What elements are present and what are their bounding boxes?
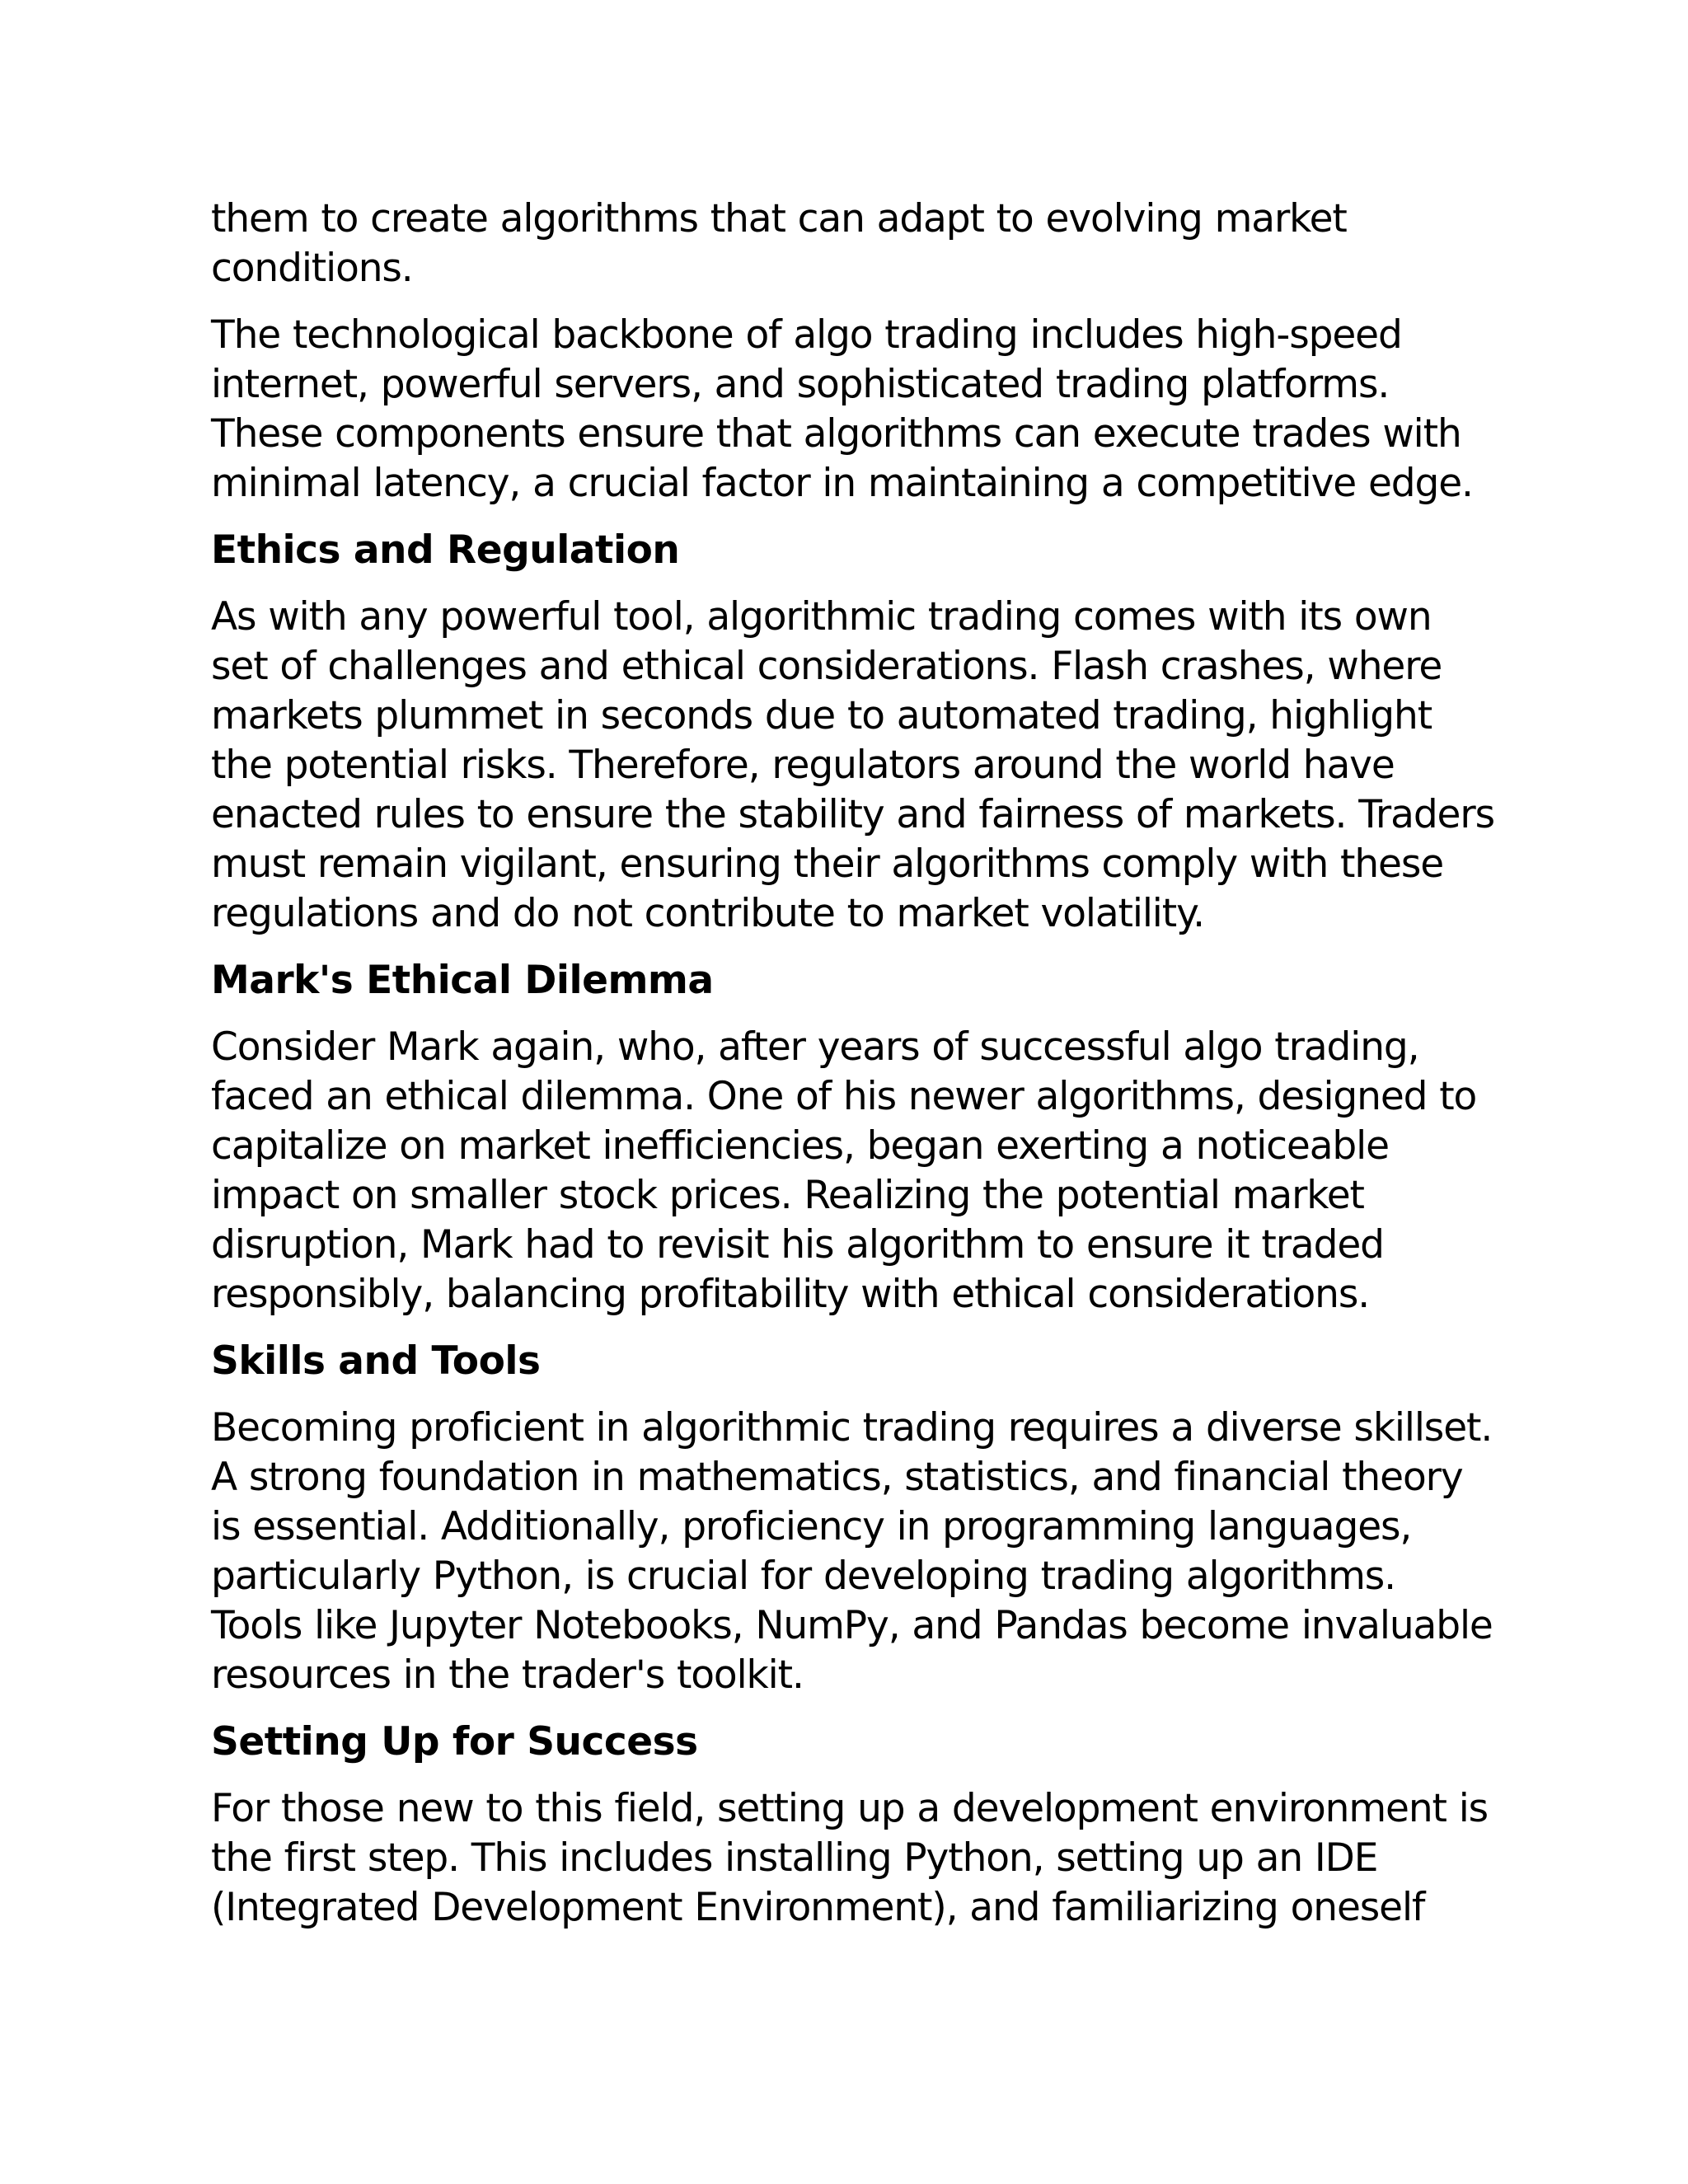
heading-marks-ethical-dilemma: Mark's Ethical Dilemma xyxy=(211,958,714,1003)
paragraph-technological-backbone: The technological backbone of algo trading includes high-speed internet, powerful servers, and sophisticated trading platforms. These components ensure that algorithms can execute trades with minimal latency, a crucial factor in maintaining a competitive edge. xyxy=(211,312,1473,506)
paragraph-marks-ethical-dilemma: Consider Mark again, who, after years of successful algo trading, faced an ethical dilemma. One of his newer algorithms, designed to capitalize on market inefficiencies, began exerting a noticeable impact on smaller stock prices. Realizing the potential market disruption, Mark had to revisit his algorithm to ensure it traded responsibly, balancing profitability with ethical considerations. xyxy=(211,1024,1477,1317)
heading-ethics-and-regulation: Ethics and Regulation xyxy=(211,527,680,573)
paragraph-ethics-and-regulation: As with any powerful tool, algorithmic trading comes with its own set of challenges and ethical considerations. Flash crashes, where markets plummet in seconds due to automated trading, highlight the potential risks. Therefore, regulators around the world have enacted rules to ensure the stability and fairness of markets. Traders must remain vigilant, ensuring their algorithms comply with these regulations and do not contribute to market volatility. xyxy=(211,594,1494,936)
paragraph-skills-and-tools: Becoming proficient in algorithmic trading requires a diverse skillset. A strong foundation in mathematics, statistics, and financial theory is essential. Additionally, proficiency in programming languages, particularly Python, is crucial for developing trading algorithms. Tools like Jupyter Notebooks, NumPy, and Pandas become invaluable resources in the trader's toolkit. xyxy=(211,1405,1493,1698)
paragraph-adaptive-algorithms: them to create algorithms that can adapt to evolving market conditions. xyxy=(211,196,1347,291)
heading-skills-and-tools: Skills and Tools xyxy=(211,1338,541,1384)
paragraph-setting-up-for-success: For those new to this field, setting up a development environment is the first step. This includes installing Python, setting up an IDE (Integrated Development Environment), and familiarizing oneself xyxy=(211,1786,1489,1930)
document-page xyxy=(211,194,1497,1950)
heading-setting-up-for-success: Setting Up for Success xyxy=(211,1719,698,1765)
